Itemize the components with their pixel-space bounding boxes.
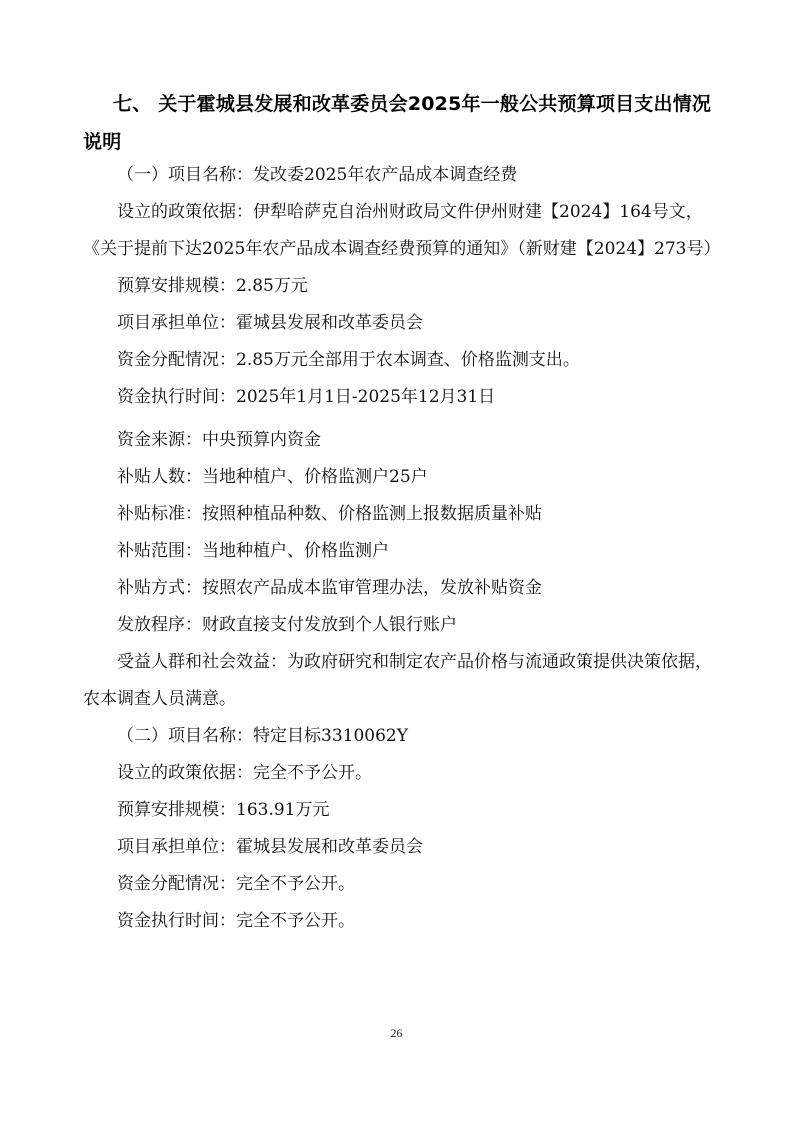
project-2-budget-scale: 预算安排规模：163.91万元	[117, 800, 330, 820]
project-1-payment-procedure: 发放程序：财政直接支付发放到个人银行账户	[117, 615, 457, 635]
project-2-undertaking-unit: 项目承担单位：霍城县发展和改革委员会	[117, 837, 423, 857]
project-1-budget-scale: 预算安排规模：2.85万元	[117, 276, 308, 296]
project-1-subsidy-method: 补贴方式：按照农产品成本监审管理办法，发放补贴资金	[117, 578, 542, 598]
project-1-subsidy-count: 补贴人数：当地种植户、价格监测户25户	[117, 467, 428, 487]
project-2-fund-allocation: 资金分配情况：完全不予公开。	[117, 874, 355, 894]
project-1-name: （一）项目名称：发改委2025年农产品成本调查经费	[117, 165, 518, 185]
project-1-subsidy-scope: 补贴范围：当地种植户、价格监测户	[117, 541, 389, 561]
project-2-policy-basis: 设立的政策依据：完全不予公开。	[117, 763, 372, 783]
project-1-beneficiaries: 受益人群和社会效益：为政府研究和制定农产品价格与流通政策提供决策依据，农本调查人员满意。	[83, 652, 712, 709]
project-1-subsidy-standard: 补贴标准：按照种植品种数、价格监测上报数据质量补贴	[117, 504, 542, 524]
project-1-fund-source: 资金来源：中央预算内资金	[117, 430, 321, 450]
project-2-execution-time: 资金执行时间：完全不予公开。	[117, 911, 355, 931]
project-1-execution-time: 资金执行时间：2025年1月1日-2025年12月31日	[117, 387, 496, 407]
section-heading: 七、 关于霍城县发展和改革委员会2025年一般公共预算项目支出情况说明	[83, 93, 712, 153]
project-1-undertaking-unit: 项目承担单位：霍城县发展和改革委员会	[117, 313, 423, 333]
project-2-name: （二）项目名称：特定目标3310062Y	[117, 726, 408, 746]
page-number: 26	[390, 1026, 403, 1040]
section-body	[83, 157, 721, 940]
project-1-policy-basis: 设立的政策依据：伊犁哈萨克自治州财政局文件伊州财建【2024】164号文，《关于提前下达2025年农产品成本调查经费预算的通知》（新财建【2024】273号）	[83, 202, 721, 259]
project-1-fund-allocation: 资金分配情况：2.85万元全部用于农本调查、价格监测支出。	[117, 350, 580, 370]
